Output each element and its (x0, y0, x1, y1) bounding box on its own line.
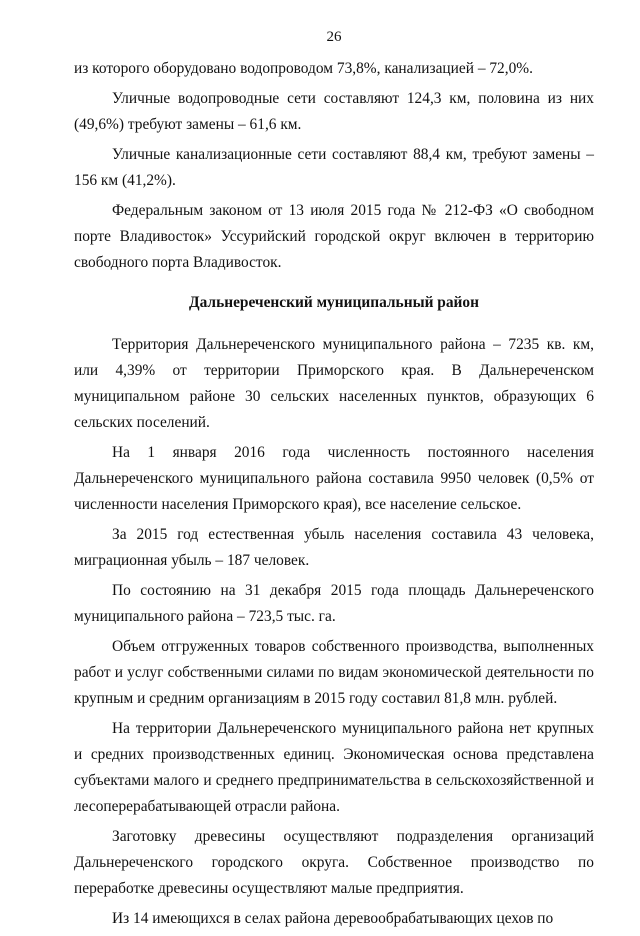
page-number: 26 (326, 29, 342, 45)
section-before-heading (74, 56, 594, 276)
paragraph: Уличные водопроводные сети составляют 124,3 км, половина из них (49,6%) требуют замены – 61,6 км. (74, 90, 594, 133)
paragraph: За 2015 год естественная убыль населения составила 43 человека, миграционная убыль – 187 человек. (74, 526, 594, 569)
document-page (74, 28, 594, 936)
section-after-heading (74, 332, 594, 932)
paragraph: из которого оборудовано водопроводом 73,8%, канализацией – 72,0%. (74, 60, 533, 77)
paragraph: Заготовку древесины осуществляют подразделения организаций Дальнереченского городского округа. Собственное производство по переработке древесины осуществляют малые предприятия. (74, 828, 594, 897)
paragraph: На территории Дальнереченского муниципального района нет крупных и средних производственных единиц. Экономическая основа представлена субъектами малого и среднего предпринимательства в сельскохозяйственной и лесоперерабатывающей отрасли района. (74, 720, 594, 815)
paragraph: Уличные канализационные сети составляют 88,4 км, требуют замены – 156 км (41,2%). (74, 146, 594, 189)
paragraph: На 1 января 2016 года численность постоянного населения Дальнереченского муниципального района составила 9950 человек (0,5% от численности населения Приморского края), все население сельское. (74, 444, 594, 513)
paragraph: Федеральным законом от 13 июля 2015 года № 212-ФЗ «О свободном порте Владивосток» Уссурийский городской округ включен в территорию свободного порта Владивосток. (74, 202, 594, 271)
paragraph: Из 14 имеющихся в селах района деревообрабатывающих цехов по (112, 910, 554, 927)
paragraph: Объем отгруженных товаров собственного производства, выполненных работ и услуг собственными силами по видам экономической деятельности по крупным и средним организациям в 2015 году составил 81,8 млн. рублей. (74, 638, 594, 707)
paragraph: Территория Дальнереченского муниципального района – 7235 кв. км, или 4,39% от территории Приморского края. В Дальнереченском муниципальном районе 30 сельских населенных пунктов, образующих 6 сельских поселений. (74, 336, 594, 431)
section-heading: Дальнереченский муниципальный район (189, 294, 479, 311)
paragraph: По состоянию на 31 декабря 2015 года площадь Дальнереченского муниципального района – 723,5 тыс. га. (74, 582, 594, 625)
